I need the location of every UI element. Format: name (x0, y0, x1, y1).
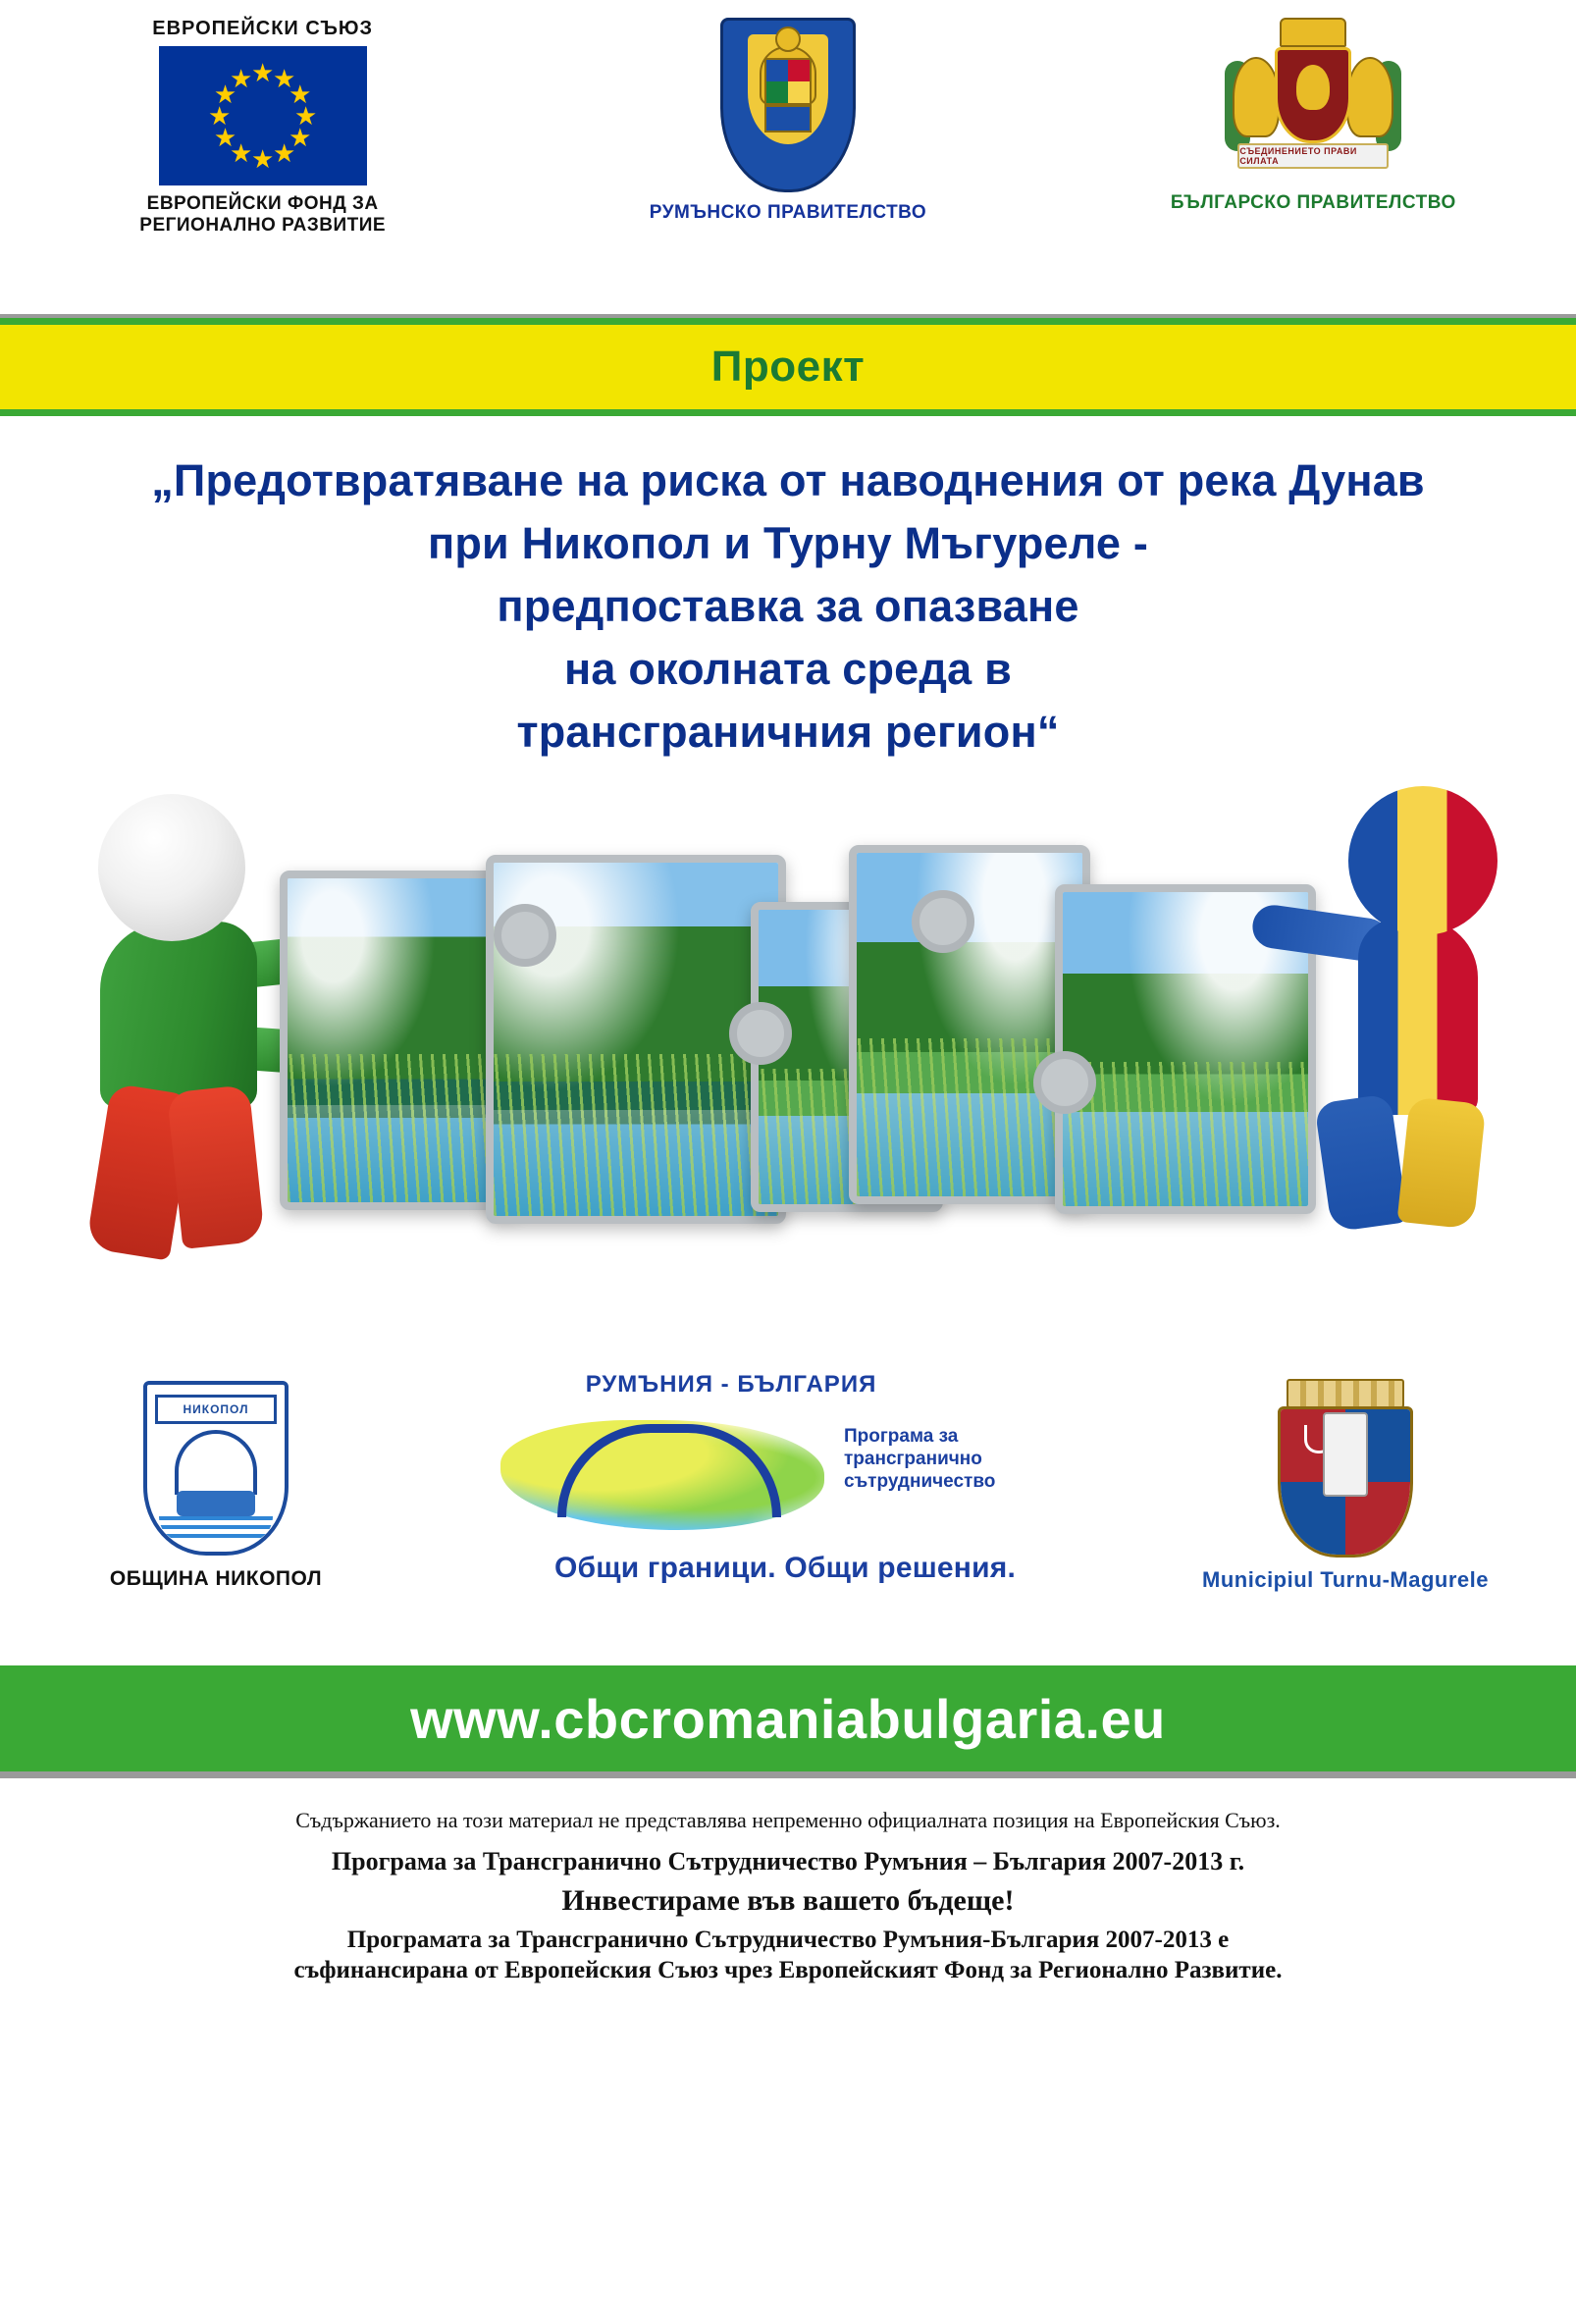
eu-star-icon: ★ (289, 123, 312, 152)
programme-bridge-icon (481, 1402, 1089, 1550)
footer-financing-line1: Програмата за Трансгранично Сътрудничество Румъния-България 2007-2013 е (346, 1927, 1230, 1954)
project-title-line-1: „Предотвратяване на риска от наводнения от река Дунав (151, 455, 1425, 505)
eu-star-icon: ★ (230, 138, 253, 169)
project-banner-label: Проект (710, 343, 866, 391)
romania-coat-of-arms-icon (720, 18, 856, 192)
eu-logo-block (0, 0, 525, 237)
eu-star-icon: ★ (230, 63, 253, 93)
website-url[interactable]: www.cbcromaniabulgaria.eu (410, 1687, 1166, 1750)
puzzle-knob-1 (494, 904, 556, 967)
eu-star-icon: ★ (208, 101, 232, 131)
bulgaria-coat-of-arms-icon (1225, 18, 1401, 183)
puzzle-knob-2 (729, 1002, 792, 1065)
eu-fund-label-line2: РЕГИОНАЛНО РАЗВИТИЕ (139, 214, 387, 236)
footer-disclaimer-block (0, 1778, 1576, 2001)
nikopol-shield-text: НИКОПОЛ (155, 1395, 277, 1424)
programme-subtitle-line2: трансгранично (844, 1449, 982, 1470)
eu-star-icon: ★ (213, 123, 237, 152)
programme-logo (471, 1371, 1099, 1585)
footer-programme: Програма за Трансгранично Сътрудничество Румъния – България 2007-2013 г. (331, 1847, 1245, 1876)
eu-star-icon: ★ (289, 79, 312, 109)
eu-star-icon: ★ (251, 144, 275, 174)
footer-disclaimer: Съдържанието на този материал не представлява непременно официалната позиция на Европейския Съюз. (295, 1808, 1281, 1833)
turnu-magurele-logo (1183, 1379, 1507, 1593)
programme-logo-subtitle (844, 1426, 1089, 1493)
turnu-magurele-coat-of-arms-icon (1272, 1379, 1419, 1556)
programme-subtitle-line1: Програма за (844, 1426, 959, 1448)
eu-star-icon: ★ (251, 58, 275, 87)
project-title (0, 416, 1576, 772)
romanian-flag-figure-icon (1252, 786, 1507, 1228)
nikopol-coat-of-arms-icon (143, 1381, 289, 1556)
eu-star-icon: ★ (213, 79, 237, 109)
nikopol-municipality-logo (69, 1381, 363, 1591)
nikopol-logo-caption: ОБЩИНА НИКОПОЛ (109, 1567, 323, 1591)
eu-fund-label-line1: ЕВРОПЕЙСКИ ФОНД ЗА (146, 193, 379, 214)
programme-subtitle-line3: сътрудничество (844, 1471, 996, 1493)
puzzle-knob-3 (912, 890, 974, 953)
bulgaria-motto-ribbon: СЪЕДИНЕНИЕТО ПРАВИ СИЛАТА (1237, 143, 1389, 169)
project-title-line-2: при Никопол и Турну Мъгуреле - (427, 517, 1149, 568)
puzzle-pieces-group (240, 845, 1349, 1267)
romanian-government-block (525, 0, 1050, 224)
project-title-line-5: трансграничния регион“ (516, 706, 1060, 757)
project-banner (0, 318, 1576, 416)
eu-star-icon: ★ (294, 101, 318, 131)
programme-slogan: Общи граници. Общи решения. (553, 1552, 1017, 1585)
eu-star-icon: ★ (273, 138, 296, 169)
eu-star-icon: ★ (273, 63, 296, 93)
project-title-line-3: предпоставка за опазване (497, 580, 1079, 631)
bulgarian-government-block (1051, 0, 1576, 214)
website-bar[interactable] (0, 1665, 1576, 1778)
project-title-line-4: на околната среда в (564, 643, 1012, 694)
puzzle-knob-4 (1033, 1051, 1096, 1114)
footer-financing-line2: съфинансирана от Европейския Съюз чрез Европейският Фонд за Регионално Развитие. (293, 1956, 1283, 1983)
programme-logo-title: РУМЪНИЯ - БЪЛГАРИЯ (585, 1371, 877, 1399)
partner-logos-row (0, 1371, 1576, 1665)
illustration-puzzle-scene (0, 776, 1576, 1365)
turnu-magurele-logo-caption: Municipiul Turnu-Magurele (1202, 1567, 1489, 1593)
eu-flag-icon (159, 46, 367, 185)
eu-fund-label (139, 193, 386, 237)
footer-slogan: Инвестираме във вашето бъдеще! (561, 1884, 1015, 1918)
bulgarian-government-label: БЪЛГАРСКО ПРАВИТЕЛСТВО (1170, 192, 1456, 213)
eu-top-label: ЕВРОПЕЙСКИ СЪЮЗ (152, 18, 374, 39)
header-logos-bar (0, 0, 1576, 318)
romanian-government-label: РУМЪНСКО ПРАВИТЕЛСТВО (649, 202, 927, 223)
